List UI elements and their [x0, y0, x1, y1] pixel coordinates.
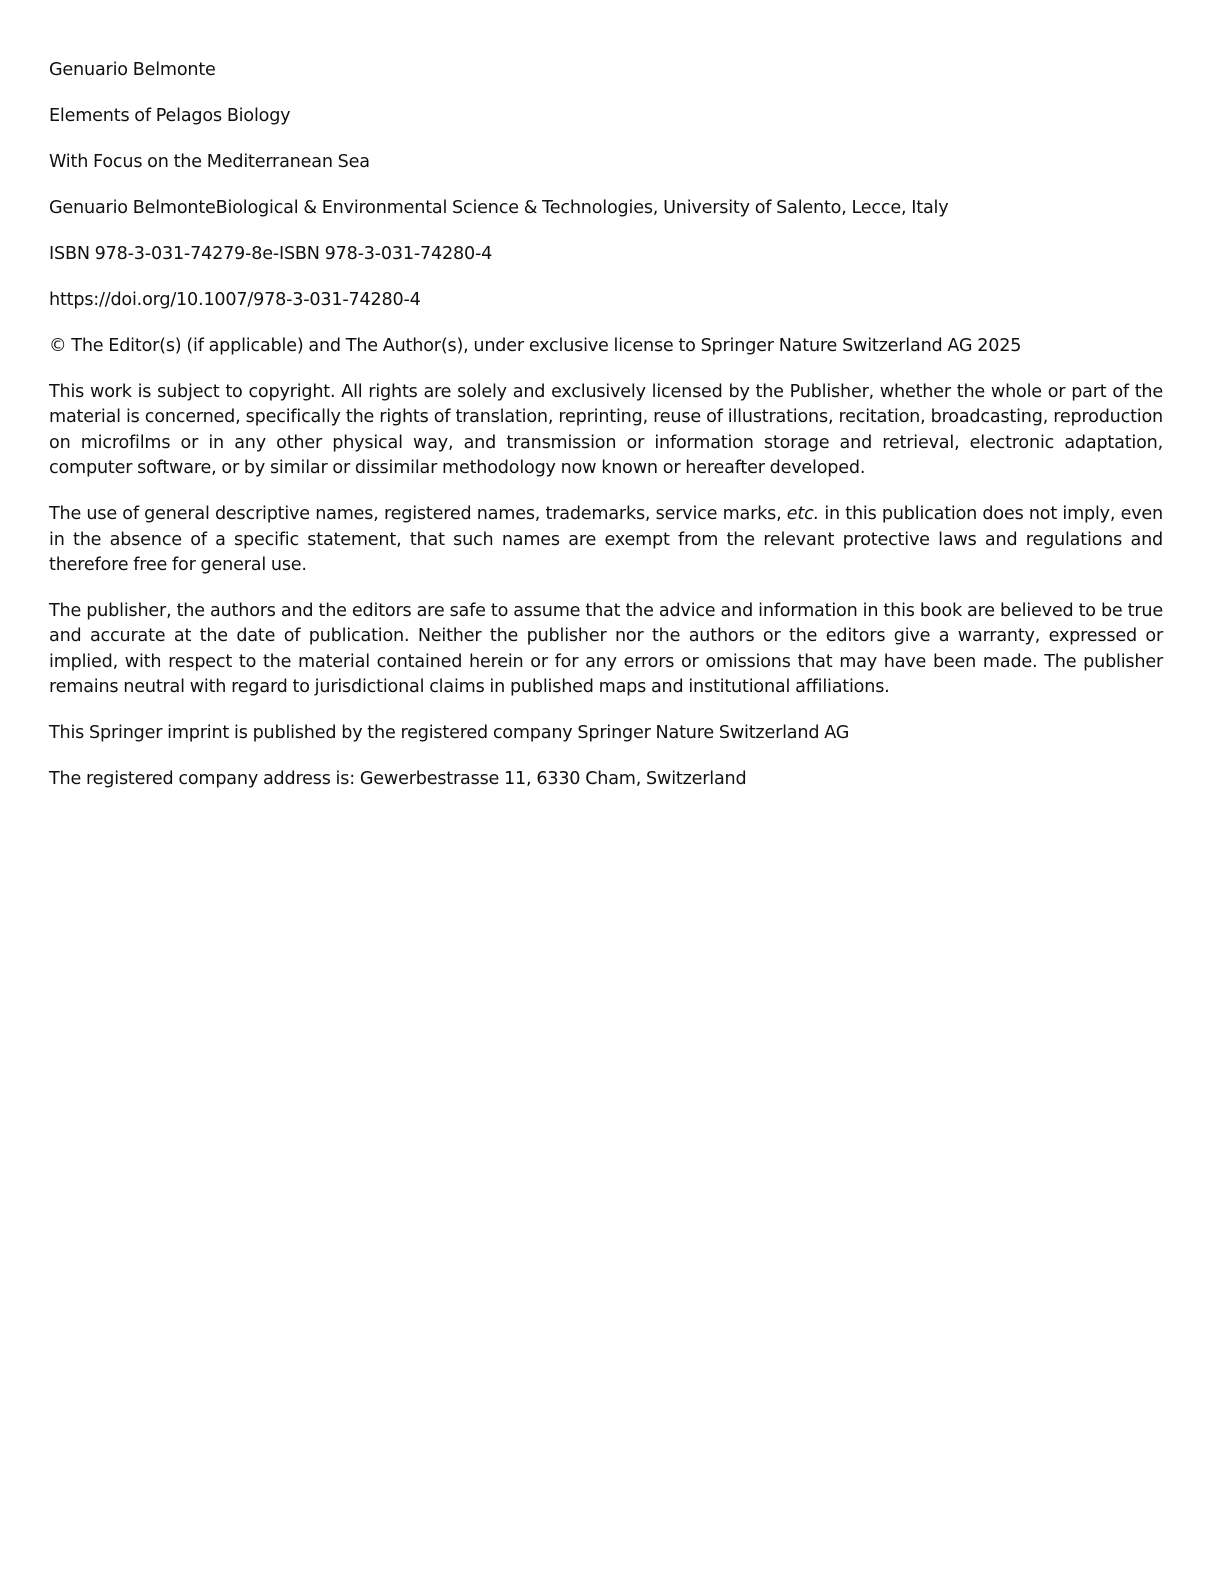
names-paragraph-etc: etc. — [786, 504, 819, 525]
imprint-line: This Springer imprint is published by the registered company Springer Nature Switzerland AG — [49, 723, 850, 744]
rights-paragraph: This work is subject to copyright. All rights are solely and exclusively licensed by the Publisher, whether the whole or part of the material is concerned, specifically the rights of translation, reprinting, reuse of illustrations, recitation, broadcasting, reproduction on microfilms or in any other physical way, and transmission or information storage and retrieval, electronic adaptation, computer software, or by similar or dissimilar methodology now known or hereafter developed. — [49, 382, 1163, 479]
names-paragraph-start: The use of general descriptive names, registered names, trademarks, service marks, — [49, 504, 787, 525]
book-subtitle: With Focus on the Mediterranean Sea — [49, 152, 370, 172]
book-title: Elements of Pelagos Biology — [49, 106, 291, 126]
author-affiliation: Genuario BelmonteBiological & Environmental Science & Technologies, University of Salento, Lecce, Italy — [49, 198, 949, 218]
doi-line: https://doi.org/10.1007/978-3-031-74280-4 — [49, 290, 421, 310]
names-paragraph-end: in this publication does not imply, even in the absence of a specific statement, that such names are exempt from the relevant protective laws and regulations and therefore free for general use. — [49, 504, 1163, 576]
disclaimer-paragraph: The publisher, the authors and the editors are safe to assume that the advice and information in this book are believed to be true and accurate at the date of publication. Neither the publisher nor the authors or the editors give a warranty, expressed or implied, with respect to the material contained herein or for any errors or omissions that may have been made. The publisher remains neutral with regard to jurisdictional claims in published maps and institutional affiliations. — [49, 601, 1163, 698]
copyright-page — [49, 58, 1163, 813]
copyright-notice: © The Editor(s) (if applicable) and The Author(s), under exclusive license to Springer Nature Switzerland AG 2025 — [49, 336, 1022, 356]
isbn-line: ISBN 978-3-031-74279-8e-ISBN 978-3-031-74280-4 — [49, 244, 493, 264]
author-name: Genuario Belmonte — [49, 60, 216, 80]
names-paragraph — [49, 502, 1163, 578]
address-line: The registered company address is: Gewerbestrasse 11, 6330 Cham, Switzerland — [49, 769, 747, 790]
